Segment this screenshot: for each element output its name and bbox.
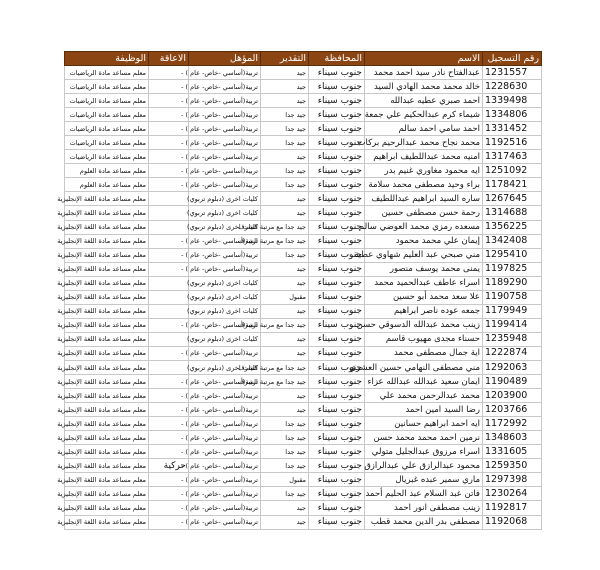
cell-grade[interactable]: جيد جدا مع مرتبة الشرف — [261, 360, 309, 374]
cell-governorate[interactable]: جنوب سيناء — [309, 178, 365, 192]
cell-governorate[interactable]: جنوب سيناء — [309, 206, 365, 220]
cell-disability[interactable]: حركية — [149, 459, 189, 473]
cell-job[interactable]: معلم مساعد مادة اللغة الإنجليزية — [65, 487, 149, 501]
cell-grade[interactable]: جيد جدا — [261, 417, 309, 431]
cell-name[interactable]: احمد صبري عطيه عبدالله — [365, 94, 483, 108]
cell-disability[interactable] — [149, 192, 189, 206]
cell-qualification[interactable]: تربية(أساسي -خاص- عام ) - — [189, 431, 261, 445]
table-row — [65, 276, 542, 290]
table-row — [65, 80, 542, 94]
cell-disability[interactable] — [149, 276, 189, 290]
cell-qualification[interactable]: تربية(أساسي -خاص- عام ) - — [189, 515, 261, 529]
cell-qualification[interactable]: تربية(أساسي -خاص- عام ) - — [189, 178, 261, 192]
table-row — [65, 192, 542, 206]
cell-job[interactable]: معلم مساعد مادة اللغة الإنجليزية — [65, 276, 149, 290]
header-job: الوظيفة — [65, 52, 149, 66]
cell-qualification[interactable]: كليات اخرى (دبلوم تربوي) — [189, 332, 261, 346]
cell-grade[interactable]: جيد جدا — [261, 108, 309, 122]
cell-job[interactable]: معلم مساعد مادة اللغة الإنجليزية — [65, 332, 149, 346]
cell-job[interactable]: معلم مساعد مادة اللغة الإنجليزية — [65, 501, 149, 515]
cell-registration-number[interactable]: 1292063 — [483, 360, 542, 374]
cell-job[interactable]: معلم مساعد مادة الرياضيات — [65, 150, 149, 164]
cell-governorate[interactable]: جنوب سيناء — [309, 473, 365, 487]
header-grade: التقدير — [261, 52, 309, 66]
cell-registration-number[interactable]: 1334806 — [483, 108, 542, 122]
table-row — [65, 375, 542, 389]
cell-grade[interactable]: جيد جدا — [261, 178, 309, 192]
spreadsheet — [57, 51, 541, 530]
cell-name[interactable]: رضا السيد امين احمد — [365, 403, 483, 417]
cell-grade[interactable]: جيد جدا مع مرتبة الشرف — [261, 220, 309, 234]
table-row — [65, 403, 542, 417]
cell-qualification[interactable]: تربية(أساسي -خاص- عام ) - — [189, 122, 261, 136]
cell-qualification[interactable]: تربية(أساسي -خاص- عام ) - — [189, 459, 261, 473]
table-row — [65, 332, 542, 346]
cell-grade[interactable]: جيد — [261, 403, 309, 417]
cell-qualification[interactable]: تربية(أساسي -خاص- عام ) - — [189, 473, 261, 487]
header-row — [65, 52, 542, 66]
cell-grade[interactable]: مقبول — [261, 290, 309, 304]
table-row — [65, 346, 542, 360]
cell-name[interactable]: زينب مصطفى انور احمد — [365, 501, 483, 515]
cell-name[interactable]: اية جمال مصطفى محمد — [365, 346, 483, 360]
cell-governorate[interactable]: جنوب سيناء — [309, 164, 365, 178]
cell-governorate[interactable]: جنوب سيناء — [309, 417, 365, 431]
cell-registration-number[interactable]: 1222874 — [483, 346, 542, 360]
cell-governorate[interactable]: جنوب سيناء — [309, 318, 365, 332]
table-row — [65, 501, 542, 515]
cell-name[interactable]: اسراء مرزوق عبدالجليل متولي — [365, 445, 483, 459]
cell-governorate[interactable]: جنوب سيناء — [309, 94, 365, 108]
cell-qualification[interactable]: تربية(أساسي -خاص- عام ) - — [189, 346, 261, 360]
table-row — [65, 66, 542, 80]
header-name: الاسم — [365, 52, 483, 66]
table-row — [65, 360, 542, 374]
cell-job[interactable]: معلم مساعد مادة اللغة الإنجليزية — [65, 220, 149, 234]
table-row — [65, 248, 542, 262]
cell-name[interactable]: محمود عبدالرازق علي عبدالرازق — [365, 459, 483, 473]
cell-grade[interactable]: جيد — [261, 389, 309, 403]
cell-qualification[interactable]: تربية(أساسي -خاص- عام ) - — [189, 487, 261, 501]
cell-disability[interactable] — [149, 360, 189, 374]
cell-disability[interactable] — [149, 304, 189, 318]
cell-registration-number[interactable]: 1192068 — [483, 515, 542, 529]
cell-name[interactable]: يمنى محمد يوسف منصور — [365, 262, 483, 276]
cell-registration-number[interactable]: 1331452 — [483, 122, 542, 136]
cell-registration-number[interactable]: 1297398 — [483, 473, 542, 487]
cell-job[interactable]: معلم مساعد مادة اللغة الإنجليزية — [65, 403, 149, 417]
table-row — [65, 178, 542, 192]
cell-name[interactable]: جمعه عوده ناصر ابراهيم — [365, 304, 483, 318]
cell-name[interactable]: مني مصطفى النهامي حسين العشري — [365, 360, 483, 374]
cell-registration-number[interactable]: 1317463 — [483, 150, 542, 164]
cell-name[interactable]: اسراء عاطف عبدالحميد محمد — [365, 276, 483, 290]
cell-job[interactable]: معلم مساعد مادة الرياضيات — [65, 122, 149, 136]
table-row — [65, 164, 542, 178]
cell-governorate[interactable]: جنوب سيناء — [309, 262, 365, 276]
cell-registration-number[interactable]: 1339498 — [483, 94, 542, 108]
cell-grade[interactable]: جيد — [261, 150, 309, 164]
cell-registration-number[interactable]: 1342408 — [483, 234, 542, 248]
cell-governorate[interactable]: جنوب سيناء — [309, 136, 365, 150]
cell-grade[interactable]: جيد — [261, 192, 309, 206]
cell-name[interactable]: ماري سمير عبده غبريال — [365, 473, 483, 487]
cell-registration-number[interactable]: 1192516 — [483, 136, 542, 150]
cell-governorate[interactable]: جنوب سيناء — [309, 346, 365, 360]
cell-governorate[interactable]: جنوب سيناء — [309, 515, 365, 529]
cell-governorate[interactable]: جنوب سيناء — [309, 150, 365, 164]
cell-qualification[interactable]: كليات اخرى (دبلوم تربوي) — [189, 192, 261, 206]
cell-name[interactable]: مني صبحي عبد العليم شهاوي عطية — [365, 248, 483, 262]
cell-governorate[interactable]: جنوب سيناء — [309, 108, 365, 122]
table-row — [65, 389, 542, 403]
cell-governorate[interactable]: جنوب سيناء — [309, 332, 365, 346]
cell-governorate[interactable]: جنوب سيناء — [309, 234, 365, 248]
cell-governorate[interactable]: جنوب سيناء — [309, 220, 365, 234]
cell-grade[interactable]: جيد جدا — [261, 136, 309, 150]
cell-job[interactable]: معلم مساعد مادة اللغة الإنجليزية — [65, 459, 149, 473]
cell-governorate[interactable]: جنوب سيناء — [309, 375, 365, 389]
cell-governorate[interactable]: جنوب سيناء — [309, 431, 365, 445]
cell-governorate[interactable]: جنوب سيناء — [309, 304, 365, 318]
cell-registration-number[interactable]: 1197825 — [483, 262, 542, 276]
cell-governorate[interactable]: جنوب سيناء — [309, 389, 365, 403]
cell-job[interactable]: معلم مساعد مادة اللغة الإنجليزية — [65, 375, 149, 389]
cell-job[interactable]: معلم مساعد مادة العلوم — [65, 178, 149, 192]
table-row — [65, 515, 542, 529]
cell-grade[interactable]: جيد — [261, 66, 309, 80]
cell-qualification[interactable]: تربية(أساسي -خاص- عام ) - — [189, 417, 261, 431]
cell-qualification[interactable]: كليات اخرى (دبلوم تربوي) — [189, 206, 261, 220]
cell-registration-number[interactable]: 1235948 — [483, 332, 542, 346]
cell-job[interactable]: معلم مساعد مادة اللغة الإنجليزية — [65, 445, 149, 459]
table-row — [65, 136, 542, 150]
cell-name[interactable]: محمد عبدالرحمن محمد علي — [365, 389, 483, 403]
header-governorate: المحافظة — [309, 52, 365, 66]
cell-name[interactable]: مصطفى بدر الدين محمد قطب — [365, 515, 483, 529]
cell-disability[interactable] — [149, 220, 189, 234]
cell-qualification[interactable]: تربية(أساسي -خاص- عام ) - — [189, 80, 261, 94]
table-row — [65, 459, 542, 473]
cell-qualification[interactable]: كليات اخرى (دبلوم تربوي) — [189, 290, 261, 304]
cell-grade[interactable]: جيد — [261, 501, 309, 515]
cell-registration-number[interactable]: 1190489 — [483, 375, 542, 389]
cell-grade[interactable]: جيد جدا — [261, 459, 309, 473]
cell-name[interactable]: براء وحيد مصطفى محمد سلامة — [365, 178, 483, 192]
cell-job[interactable]: معلم مساعد مادة اللغة الإنجليزية — [65, 417, 149, 431]
cell-qualification[interactable]: تربية(أساسي -خاص- عام ) - — [189, 108, 261, 122]
table-row — [65, 290, 542, 304]
cell-grade[interactable]: جيد جدا — [261, 248, 309, 262]
cell-qualification[interactable]: تربية(أساسي -خاص- عام ) - — [189, 262, 261, 276]
cell-governorate[interactable]: جنوب سيناء — [309, 122, 365, 136]
cell-name[interactable]: ايمان سعيد عبدالله عبدالله عزاء — [365, 375, 483, 389]
cell-qualification[interactable]: تربية(أساسي -خاص- عام ) - — [189, 66, 261, 80]
cell-job[interactable]: معلم مساعد مادة اللغة الإنجليزية — [65, 389, 149, 403]
cell-name[interactable]: ساره السيد ابراهيم عبداللطيف — [365, 192, 483, 206]
cell-job[interactable]: معلم مساعد مادة اللغة الإنجليزية — [65, 248, 149, 262]
table-row — [65, 431, 542, 445]
cell-qualification[interactable]: تربية(أساسي -خاص- عام ) - — [189, 318, 261, 332]
cell-registration-number[interactable]: 1179949 — [483, 304, 542, 318]
cell-governorate[interactable]: جنوب سيناء — [309, 360, 365, 374]
cell-governorate[interactable]: جنوب سيناء — [309, 487, 365, 501]
cell-qualification[interactable]: تربية(أساسي -خاص- عام ) - — [189, 375, 261, 389]
cell-registration-number[interactable]: 1267645 — [483, 192, 542, 206]
cell-job[interactable]: معلم مساعد مادة اللغة الإنجليزية — [65, 234, 149, 248]
cell-registration-number[interactable]: 1228630 — [483, 80, 542, 94]
cell-job[interactable]: معلم مساعد مادة الرياضيات — [65, 94, 149, 108]
cell-grade[interactable]: جيد — [261, 80, 309, 94]
table-row — [65, 94, 542, 108]
cell-governorate[interactable]: جنوب سيناء — [309, 66, 365, 80]
cell-disability[interactable] — [149, 206, 189, 220]
cell-job[interactable]: معلم مساعد مادة الرياضيات — [65, 136, 149, 150]
cell-grade[interactable]: جيد — [261, 332, 309, 346]
cell-job[interactable]: معلم مساعد مادة الرياضيات — [65, 108, 149, 122]
cell-registration-number[interactable]: 1251092 — [483, 164, 542, 178]
cell-job[interactable]: معلم مساعد مادة اللغة الإنجليزية — [65, 346, 149, 360]
table-row — [65, 234, 542, 248]
cell-registration-number[interactable]: 1199414 — [483, 318, 542, 332]
cell-grade[interactable]: جيد — [261, 94, 309, 108]
cell-grade[interactable]: جيد جدا — [261, 431, 309, 445]
cell-registration-number[interactable]: 1230264 — [483, 487, 542, 501]
cell-name[interactable]: عبدالفتاح نادر سيد احمد محمد — [365, 66, 483, 80]
cell-registration-number[interactable]: 1189290 — [483, 276, 542, 290]
cell-name[interactable]: رحمة حسن مصطفى حسين — [365, 206, 483, 220]
cell-qualification[interactable]: تربية(أساسي -خاص- عام ) - — [189, 445, 261, 459]
cell-name[interactable]: نرمين احمد محمد محمد حسن — [365, 431, 483, 445]
cell-job[interactable]: معلم مساعد مادة الرياضيات — [65, 66, 149, 80]
cell-qualification[interactable]: كليات اخرى (دبلوم تربوي) — [189, 220, 261, 234]
cell-qualification[interactable]: تربية(أساسي -خاص- عام ) - — [189, 234, 261, 248]
table-row — [65, 108, 542, 122]
cell-grade[interactable]: جيد جدا — [261, 164, 309, 178]
cell-governorate[interactable]: جنوب سيناء — [309, 403, 365, 417]
cell-governorate[interactable]: جنوب سيناء — [309, 501, 365, 515]
cell-grade[interactable]: جيد — [261, 346, 309, 360]
cell-registration-number[interactable]: 1295410 — [483, 248, 542, 262]
cell-qualification[interactable]: كليات اخرى (دبلوم تربوي) — [189, 360, 261, 374]
cell-registration-number[interactable]: 1190758 — [483, 290, 542, 304]
table-row — [65, 220, 542, 234]
table-body — [57, 66, 542, 530]
cell-registration-number[interactable]: 1203766 — [483, 403, 542, 417]
cell-grade[interactable]: جيد جدا مع مرتبة الشرف — [261, 234, 309, 248]
table-row — [65, 318, 542, 332]
cell-name[interactable]: امنيه محمد عبداللطيف ابراهيم — [365, 150, 483, 164]
candidates-table — [57, 51, 542, 530]
cell-job[interactable]: معلم مساعد مادة اللغة الإنجليزية — [65, 206, 149, 220]
cell-qualification[interactable]: تربية(أساسي -خاص- عام ) - — [189, 150, 261, 164]
cell-grade[interactable]: جيد — [261, 304, 309, 318]
cell-qualification[interactable]: تربية(أساسي -خاص- عام ) - — [189, 389, 261, 403]
cell-grade[interactable]: جيد جدا — [261, 445, 309, 459]
cell-name[interactable]: ايه محمود مغاوري غنيم بدر — [365, 164, 483, 178]
cell-governorate[interactable]: جنوب سيناء — [309, 248, 365, 262]
header-qualification: المؤهل — [189, 52, 261, 66]
cell-registration-number[interactable]: 1203900 — [483, 389, 542, 403]
cell-qualification[interactable]: تربية(أساسي -خاص- عام ) - — [189, 136, 261, 150]
cell-job[interactable]: معلم مساعد مادة اللغة الإنجليزية — [65, 431, 149, 445]
cell-qualification[interactable]: كليات اخرى (دبلوم تربوي) — [189, 276, 261, 290]
cell-name[interactable]: خالد محمد محمد الهادي السيد — [365, 80, 483, 94]
cell-registration-number[interactable]: 1172992 — [483, 417, 542, 431]
cell-qualification[interactable]: تربية(أساسي -خاص- عام ) - — [189, 94, 261, 108]
cell-grade[interactable]: جيد — [261, 206, 309, 220]
cell-job[interactable]: معلم مساعد مادة اللغة الإنجليزية — [65, 304, 149, 318]
cell-name[interactable]: احمد سامي احمد سالم — [365, 122, 483, 136]
cell-registration-number[interactable]: 1348603 — [483, 431, 542, 445]
cell-qualification[interactable]: كليات اخرى (دبلوم تربوي) — [189, 304, 261, 318]
cell-disability[interactable] — [149, 290, 189, 304]
cell-registration-number[interactable]: 1178421 — [483, 178, 542, 192]
cell-name[interactable]: حسناء مجدى مهيوب قاسم — [365, 332, 483, 346]
cell-name[interactable]: محمد نجاح محمد عبدالرحيم بركات — [365, 136, 483, 150]
cell-job[interactable]: معلم مساعد مادة اللغة الإنجليزية — [65, 290, 149, 304]
cell-governorate[interactable]: جنوب سيناء — [309, 445, 365, 459]
table-row — [65, 473, 542, 487]
cell-grade[interactable]: جيد جدا مع مرتبة الشرف — [261, 375, 309, 389]
cell-governorate[interactable]: جنوب سيناء — [309, 276, 365, 290]
cell-job[interactable]: معلم مساعد مادة الرياضيات — [65, 80, 149, 94]
cell-qualification[interactable]: تربية(أساسي -خاص- عام ) - — [189, 248, 261, 262]
table-row — [65, 417, 542, 431]
cell-registration-number[interactable]: 1331605 — [483, 445, 542, 459]
cell-qualification[interactable]: تربية(أساسي -خاص- عام ) - — [189, 164, 261, 178]
table-row — [65, 206, 542, 220]
cell-grade[interactable]: جيد جدا — [261, 487, 309, 501]
cell-job[interactable]: معلم مساعد مادة اللغة الإنجليزية — [65, 318, 149, 332]
cell-grade[interactable]: مقبول — [261, 473, 309, 487]
cell-name[interactable]: زينب محمد عبدالله الدسوقي حسن — [365, 318, 483, 332]
cell-name[interactable]: علا سعد محمد أبو حسين — [365, 290, 483, 304]
cell-governorate[interactable]: جنوب سيناء — [309, 80, 365, 94]
cell-job[interactable]: معلم مساعد مادة اللغة الإنجليزية — [65, 360, 149, 374]
cell-job[interactable]: معلم مساعد مادة اللغة الإنجليزية — [65, 515, 149, 529]
cell-name[interactable]: ايه احمد ابراهيم حسانين — [365, 417, 483, 431]
cell-name[interactable]: فاتن عبد السلام عبد الحليم أحمد — [365, 487, 483, 501]
cell-grade[interactable]: جيد — [261, 262, 309, 276]
cell-governorate[interactable]: جنوب سيناء — [309, 192, 365, 206]
table-row — [65, 122, 542, 136]
cell-registration-number[interactable]: 1314688 — [483, 206, 542, 220]
cell-name[interactable]: شيماء كرم عبدالحكيم علي جمعة — [365, 108, 483, 122]
table-row — [65, 150, 542, 164]
cell-name[interactable]: مسعده رمزي محمد العوضي سالم — [365, 220, 483, 234]
cell-registration-number[interactable]: 1259350 — [483, 459, 542, 473]
cell-disability[interactable] — [149, 332, 189, 346]
table-row — [65, 445, 542, 459]
cell-registration-number[interactable]: 1192817 — [483, 501, 542, 515]
cell-qualification[interactable]: تربية(أساسي -خاص- عام ) - — [189, 403, 261, 417]
header-registration-number: رقم التسجيل — [483, 52, 542, 66]
cell-name[interactable]: إيمان علي محمد محمود — [365, 234, 483, 248]
table-row — [65, 262, 542, 276]
cell-grade[interactable]: جيد — [261, 276, 309, 290]
cell-registration-number[interactable]: 1356225 — [483, 220, 542, 234]
header-disability: الاعاقة — [149, 52, 189, 66]
cell-governorate[interactable]: جنوب سيناء — [309, 459, 365, 473]
cell-qualification[interactable]: تربية(أساسي -خاص- عام ) - — [189, 501, 261, 515]
cell-grade[interactable]: جيد جدا — [261, 122, 309, 136]
table-row — [65, 304, 542, 318]
cell-job[interactable]: معلم مساعد مادة اللغة الإنجليزية — [65, 262, 149, 276]
cell-registration-number[interactable]: 1231557 — [483, 66, 542, 80]
cell-governorate[interactable]: جنوب سيناء — [309, 290, 365, 304]
cell-job[interactable]: معلم مساعد مادة العلوم — [65, 164, 149, 178]
table-row — [65, 487, 542, 501]
cell-grade[interactable]: جيد جدا مع مرتبة الشرف — [261, 318, 309, 332]
cell-grade[interactable]: جيد — [261, 515, 309, 529]
cell-job[interactable]: معلم مساعد مادة اللغة الإنجليزية — [65, 473, 149, 487]
cell-job[interactable]: معلم مساعد مادة اللغة الإنجليزية — [65, 192, 149, 206]
